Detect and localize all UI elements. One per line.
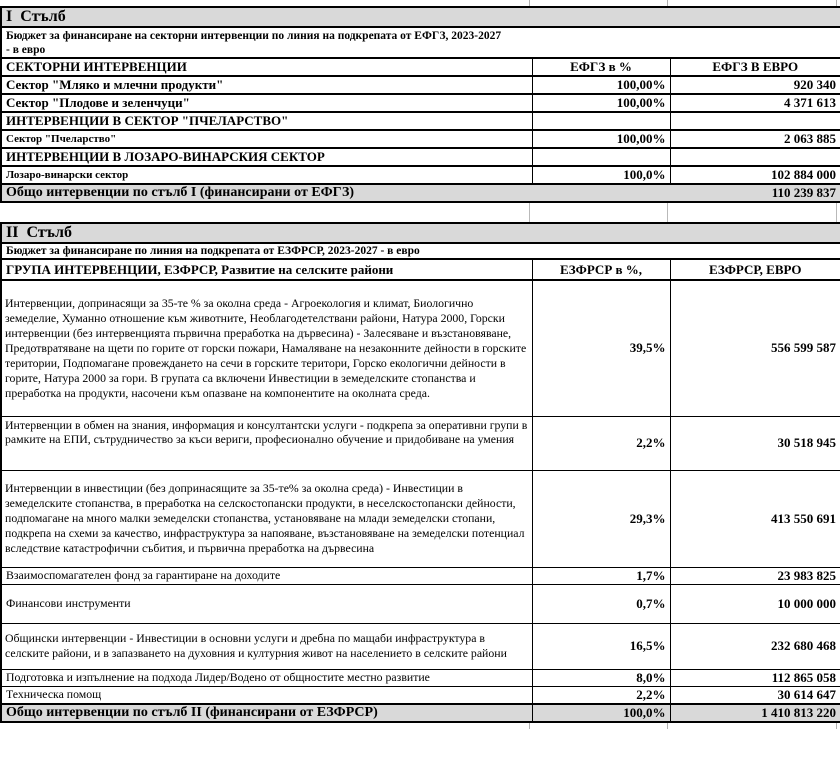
pillar1-column-header-row bbox=[1, 58, 840, 76]
table-row bbox=[1, 470, 840, 567]
row-eur-cell bbox=[670, 112, 840, 130]
grid-edge-bottom bbox=[0, 723, 840, 729]
pillar1-col-eur: ЕФГЗ В ЕВРО bbox=[670, 58, 840, 76]
row-pct-cell bbox=[532, 112, 670, 130]
row-label-cell: Подготовка и изпълнение на подхода Лидер/Водено от общностите местно развитие bbox=[1, 669, 532, 686]
row-eur-cell: 232 680 468 bbox=[670, 623, 840, 669]
row-eur-cell: 102 884 000 bbox=[670, 166, 840, 184]
pillar2-col-pct: ЕЗФРСР в %, bbox=[532, 259, 670, 280]
pillar2-subtitle-row bbox=[1, 243, 840, 259]
pillar1-total-row bbox=[1, 184, 840, 202]
pillar1-col-label: СЕКТОРНИ ИНТЕРВЕНЦИИ bbox=[1, 58, 532, 76]
row-pct-cell: 2,2% bbox=[532, 416, 670, 470]
row-label-cell: Сектор "Пчеларство" bbox=[1, 130, 532, 148]
row-label-cell: Техническа помощ bbox=[1, 686, 532, 704]
row-pct-cell: 8,0% bbox=[532, 669, 670, 686]
pillar1-total-cell bbox=[1, 184, 840, 202]
row-pct-cell: 100,00% bbox=[532, 94, 670, 112]
table-row bbox=[1, 686, 840, 704]
pillar1-total-value: 110 239 837 bbox=[771, 185, 837, 200]
row-eur-cell: 30 518 945 bbox=[670, 416, 840, 470]
row-pct-cell: 39,5% bbox=[532, 280, 670, 416]
empty-separator-row bbox=[0, 203, 840, 222]
pillar2-title: II Стълб bbox=[1, 223, 840, 243]
table-row bbox=[1, 567, 840, 584]
row-eur-cell: 556 599 587 bbox=[670, 280, 840, 416]
row-pct-cell: 100,0% bbox=[532, 166, 670, 184]
row-pct-cell: 0,7% bbox=[532, 584, 670, 623]
group-header-row bbox=[1, 112, 840, 130]
pillar2-total-pct: 100,0% bbox=[532, 704, 670, 722]
pillar1-title-row bbox=[1, 7, 840, 27]
table-row bbox=[1, 584, 840, 623]
row-label-cell: Сектор "Плодове и зеленчуци" bbox=[1, 94, 532, 112]
grid-edge-top bbox=[0, 0, 840, 6]
pillar2-col-eur: ЕЗФРСР, ЕВРО bbox=[670, 259, 840, 280]
row-label-cell: Сектор "Мляко и млечни продукти" bbox=[1, 76, 532, 94]
row-eur-cell: 112 865 058 bbox=[670, 669, 840, 686]
row-eur-cell: 920 340 bbox=[670, 76, 840, 94]
pillar1-subtitle-row bbox=[1, 27, 840, 58]
row-eur-cell: 2 063 885 bbox=[670, 130, 840, 148]
row-eur-cell: 413 550 691 bbox=[670, 470, 840, 567]
table-row bbox=[1, 76, 840, 94]
pillar2-total-label: Общо интервенции по стълб II (финансирани от ЕЗФРСР) bbox=[1, 704, 532, 722]
table-row bbox=[1, 94, 840, 112]
pillar1-col-pct: ЕФГЗ в % bbox=[532, 58, 670, 76]
row-eur-cell: 30 614 647 bbox=[670, 686, 840, 704]
row-label-cell: Финансови инструменти bbox=[1, 584, 532, 623]
pillar2-table bbox=[0, 222, 840, 723]
group-header-row bbox=[1, 148, 840, 166]
row-eur-cell: 10 000 000 bbox=[670, 584, 840, 623]
table-row bbox=[1, 280, 840, 416]
pillar2-col-label: ГРУПА ИНТЕРВЕНЦИИ, ЕЗФРСР, Развитие на селските райони bbox=[1, 259, 532, 280]
row-pct-cell: 29,3% bbox=[532, 470, 670, 567]
pillar1-subtitle-line2: - в евро bbox=[6, 43, 46, 56]
row-pct-cell: 100,00% bbox=[532, 76, 670, 94]
table-row bbox=[1, 669, 840, 686]
pillar1-subtitle-line1: Бюджет за финансиране на секторни интервенции по линия на подкрепата от ЕФГЗ, 2023-2027 bbox=[6, 29, 502, 42]
row-pct-cell bbox=[532, 148, 670, 166]
row-pct-cell: 16,5% bbox=[532, 623, 670, 669]
row-label-cell: Лозаро-винарски сектор bbox=[1, 166, 532, 184]
pillar2-total-row bbox=[1, 704, 840, 722]
pillar1-table bbox=[0, 6, 840, 203]
pillar1-title: I Стълб bbox=[1, 7, 840, 27]
row-pct-cell: 2,2% bbox=[532, 686, 670, 704]
pillar2-subtitle: Бюджет за финансиране по линия на подкрепата от ЕЗФРСР, 2023-2027 - в евро bbox=[1, 243, 840, 259]
row-label-cell: ИНТЕРВЕНЦИИ В ЛОЗАРО-ВИНАРСКИЯ СЕКТОР bbox=[1, 148, 532, 166]
row-label-cell: ИНТЕРВЕНЦИИ В СЕКТОР "ПЧЕЛАРСТВО" bbox=[1, 112, 532, 130]
row-eur-cell: 4 371 613 bbox=[670, 94, 840, 112]
row-pct-cell: 1,7% bbox=[532, 567, 670, 584]
table-row bbox=[1, 166, 840, 184]
pillar1-total-label: Общо интервенции по стълб I (финансирани от ЕФГЗ) bbox=[6, 185, 354, 200]
row-pct-cell: 100,00% bbox=[532, 130, 670, 148]
row-label-cell: Интервенции, допринасящи за 35-те % за околна среда - Агроекология и климат, Биологично земеделие, Хуманно отношение към животните, Необлагодетелствани райони, Натура 2000, Горски интервенции (без интервенцията първична преработка на дървесина) - Залесяване и възстановяване, Предотвратяване на щети по горите от горски пожари, Намаляване на незаконните дейности в горските територии, Подпомагане провеждането на сечи в горските територи, Горско екологични дейности в горите, Натура 2000 за гори. В групата са включени Инвестиции в земеделските стопанства и преработка на продукти, насочени към опазване на компонентите на околната среда. bbox=[1, 280, 532, 416]
pillar1-subtitle-cell bbox=[1, 27, 840, 58]
row-label-cell: Интервенции в обмен на знания, информация и консултантски услуги - подкрепа за оперативни групи в рамките на ЕПИ, сътрудничество за къси вериги, професионално обучение и придобиване на умения bbox=[1, 416, 532, 470]
table-row bbox=[1, 130, 840, 148]
row-label-cell: Интервенции в инвестиции (без допринасящите за 35-те% за околна среда) - Инвестиции в земеделските стопанства, в преработка на селскостопански продукти, в неселскостопански дейности, подпомагане на много малки земеделски стопанства, установяване на млади земеделски стопани, подкрепа на схеми за качество, инфраструктура за напояване, възстановяване на земеделски потенциал вследствие катастрофични събития, и първична преработка на дървесина bbox=[1, 470, 532, 567]
table-row bbox=[1, 623, 840, 669]
row-eur-cell bbox=[670, 148, 840, 166]
pillar2-title-row bbox=[1, 223, 840, 243]
pillar2-column-header-row bbox=[1, 259, 840, 280]
row-label-cell: Общински интервенции - Инвестиции в основни услуги и дребна по мащаби инфраструктура в селските райони, и в запазването на духовния и културния живот на населението в селските райони bbox=[1, 623, 532, 669]
row-eur-cell: 23 983 825 bbox=[670, 567, 840, 584]
table-row bbox=[1, 416, 840, 470]
pillar2-total-value: 1 410 813 220 bbox=[670, 704, 840, 722]
row-label-cell: Взаимоспомагателен фонд за гарантиране на доходите bbox=[1, 567, 532, 584]
